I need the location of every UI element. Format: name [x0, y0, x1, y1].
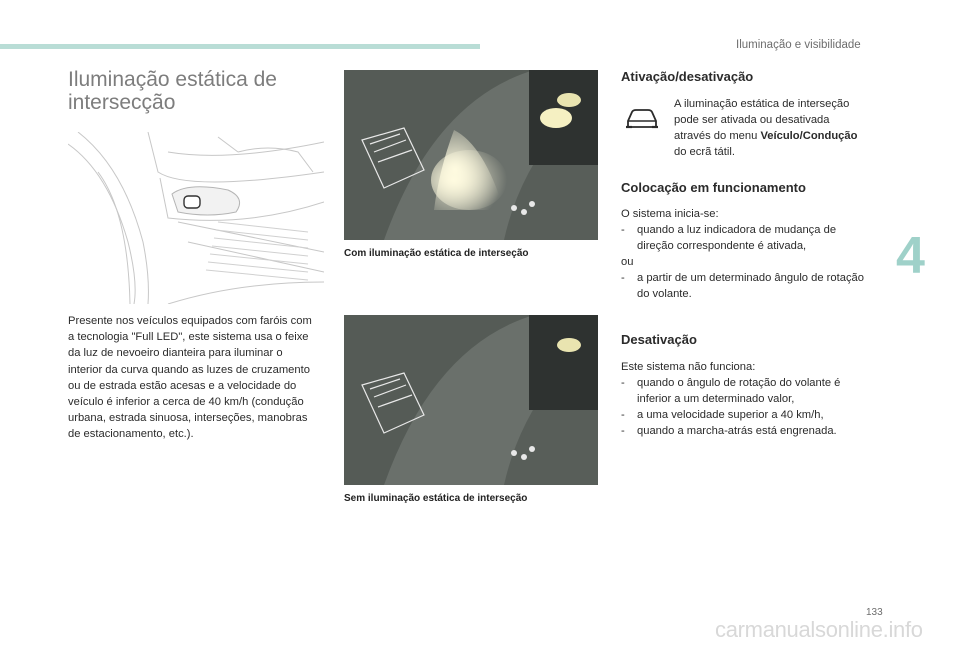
chapter-number: 4 [896, 227, 925, 285]
operation-heading: Colocação em funcionamento [621, 180, 806, 195]
operation-intro: O sistema inicia-se: [621, 208, 719, 220]
scene-without-cornering-light [344, 315, 598, 485]
fog-light-illustration [68, 132, 324, 304]
activation-text: A iluminação estática de interseção pode ser ativada ou desativada através do menu Veículo/Condução do ecrã tátil. [674, 98, 858, 158]
list-item: - quando o ângulo de rotação do volante é inferior a um determinado valor, [621, 377, 841, 405]
operation-or: ou [621, 256, 634, 268]
list-item: - a uma velocidade superior a 40 km/h, [621, 409, 824, 421]
menu-path: Veículo/Condução [760, 130, 858, 142]
caption-without-light: Sem iluminação estática de interseção [344, 493, 528, 504]
chapter-title: Iluminação e visibilidade [736, 39, 861, 51]
section-title: Iluminação estática de intersecção [68, 68, 277, 114]
list-item: - quando a marcha-atrás está engrenada. [621, 425, 837, 437]
activation-heading: Ativação/desativação [621, 69, 754, 84]
deactivation-heading: Desativação [621, 332, 697, 347]
deactivation-intro: Este sistema não funciona: [621, 361, 756, 373]
list-item: - quando a luz indicadora de mudança de direção correspondente é ativada, [621, 224, 837, 252]
car-icon [624, 107, 660, 131]
page-number: 133 [866, 607, 883, 618]
header-accent-bar [0, 44, 480, 49]
scene-with-cornering-light [344, 70, 598, 240]
watermark: carmanualsonline.info [715, 617, 923, 642]
intro-paragraph: Presente nos veículos equipados com faróis com a tecnologia "Full LED", este sistema usa o feixe da luz de nevoeiro dianteira para iluminar o interior da curva quando as luzes de cruzamento ou de estrada estão acesas e a velocidade do veículo é inferior a cerca de 40 km/h (condução urbana, estrada sinuosa, interseções, manobras de estacionamento, etc.). [68, 315, 312, 441]
list-item: - a partir de um determinado ângulo de rotação do volante. [621, 272, 865, 300]
caption-with-light: Com iluminação estática de interseção [344, 248, 529, 259]
operation-block [621, 206, 866, 302]
deactivation-block [621, 359, 866, 439]
